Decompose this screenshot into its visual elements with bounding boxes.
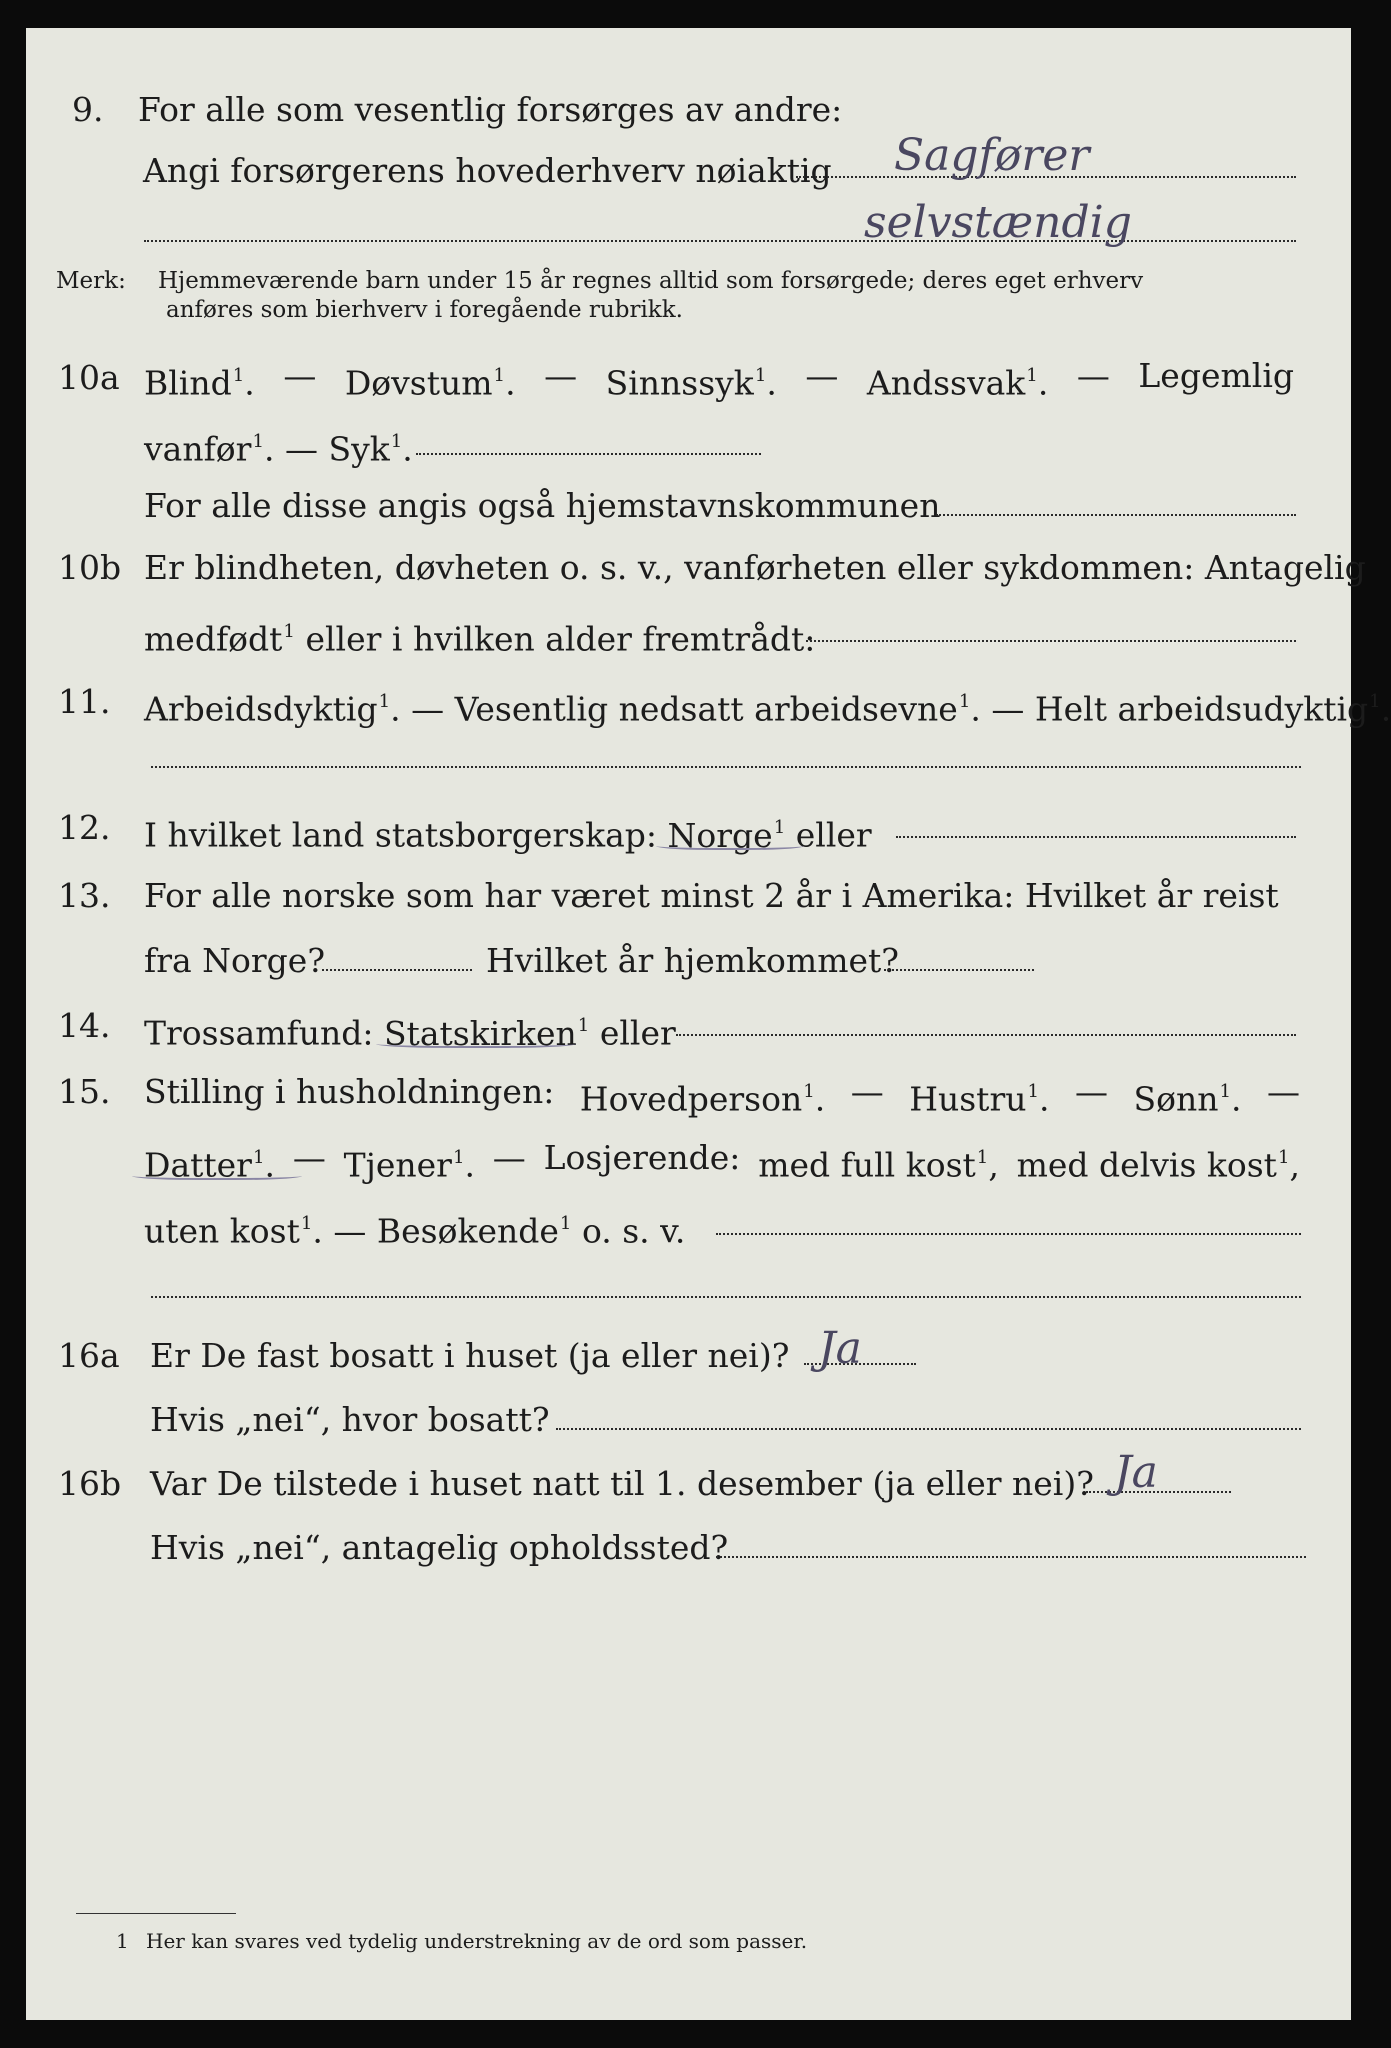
q15-line2: Datter$^1$. — Tjener$^1$. — Losjerende: med full kost$^1$, med delvis kost$^1$, bbox=[144, 1138, 1300, 1185]
q15-line1: Stilling i husholdningen: Hovedperson$^1$. — Hustru$^1$. — Sønn$^1$. — bbox=[144, 1072, 1300, 1119]
q9-line1: For alle som vesentlig forsørges av andre: bbox=[138, 90, 843, 129]
q11-line1: Arbeidsdyktig$^1$. — Vesentlig nedsatt arbeidsevne$^1$. — Helt arbeidsudyktig$^1$. bbox=[144, 689, 1391, 729]
q10b-answer-line bbox=[806, 640, 1296, 642]
q15-line3: uten kost$^1$. — Besøkende$^1$ o. s. v. bbox=[144, 1211, 686, 1251]
q9-line2: Angi forsørgerens hovederhverv nøiaktig bbox=[143, 151, 832, 190]
q15-number: 15. bbox=[58, 1072, 111, 1111]
q10b-number: 10b bbox=[58, 548, 122, 587]
q9-handwritten-answer2: selvstændig bbox=[864, 197, 1132, 248]
q14-statskirken: Statskirken$^1$ bbox=[383, 1013, 590, 1053]
q16a-number: 16a bbox=[58, 1336, 120, 1375]
q14-statskirken-underline bbox=[376, 1038, 576, 1048]
q15-answer-line2 bbox=[151, 1296, 1301, 1298]
q16b-number: 16b bbox=[58, 1464, 122, 1503]
q12-number: 12. bbox=[58, 808, 111, 847]
q13-reist-line bbox=[322, 969, 472, 971]
q10a-legemlig: Legemlig bbox=[1138, 356, 1294, 395]
q10a-blind: Blind$^1$. bbox=[144, 363, 255, 403]
q14-number: 14. bbox=[58, 1006, 111, 1045]
q13-number: 13. bbox=[58, 876, 111, 915]
q10a-answer-line bbox=[416, 453, 761, 455]
q16b-line1: Var De tilstede i huset natt til 1. desember (ja eller nei)? bbox=[150, 1464, 1094, 1503]
q16b-opholdssted-line bbox=[716, 1556, 1306, 1558]
q10a-line1: Blind$^1$. — Døvstum$^1$. — Sinnssyk$^1$. — Andssvak$^1$. — Legemlig bbox=[144, 356, 1294, 403]
q10b-line1: Er blindheten, døvheten o. s. v., vanførheten eller sykdommen: Antagelig bbox=[144, 548, 1366, 587]
merk-line2: anføres som bierhverv i foregående rubrikk. bbox=[166, 297, 683, 323]
q12-norge-underline bbox=[656, 840, 804, 850]
q10a-line2: vanfør$^1$. — Syk$^1$. bbox=[144, 429, 413, 469]
q12-line: I hvilket land statsborgerskap: Norge$^1$ eller bbox=[144, 815, 872, 855]
q11-number: 11. bbox=[58, 682, 111, 721]
q16a-handwritten-answer: Ja bbox=[818, 1323, 862, 1374]
q16a-line2: Hvis „nei“, hvor bosatt? bbox=[150, 1400, 550, 1439]
q14-answer-line bbox=[676, 1034, 1296, 1036]
q9-number: 9. bbox=[72, 90, 104, 129]
q12-norge: Norge$^1$ bbox=[667, 815, 786, 855]
q11-answer-line bbox=[151, 766, 1301, 768]
q13-fra-norge: fra Norge? bbox=[144, 941, 326, 980]
q16b-answer-line bbox=[1086, 1491, 1231, 1493]
q10a-andssvak: Andssvak$^1$. bbox=[866, 363, 1049, 403]
merk-label: Merk: bbox=[56, 268, 126, 294]
q15-answer-line bbox=[716, 1233, 1301, 1235]
q16a-line1: Er De fast bosatt i huset (ja eller nei)? bbox=[150, 1336, 790, 1375]
footnote-text: Her kan svares ved tydelig understrekning av de ord som passer. bbox=[146, 1929, 808, 1953]
q10a-line3: For alle disse angis også hjemstavnskommunen bbox=[144, 486, 941, 525]
q9-handwritten-answer1: Sagfører bbox=[894, 130, 1090, 181]
q10b-line2: medfødt$^1$ eller i hvilken alder fremtrådt: bbox=[144, 619, 816, 659]
census-form-page bbox=[26, 28, 1391, 2020]
q13-hjemkommet: Hvilket år hjemkommet? bbox=[486, 941, 899, 980]
footnote-rule bbox=[76, 1913, 236, 1914]
q12-answer-line bbox=[896, 836, 1296, 838]
q16b-handwritten-answer: Ja bbox=[1114, 1447, 1158, 1498]
footnote-mark: 1 bbox=[116, 1929, 129, 1953]
q13-line1: For alle norske som har været minst 2 år i Amerika: Hvilket år reist bbox=[144, 876, 1279, 915]
q13-hjemkommet-line bbox=[884, 969, 1034, 971]
q10a-dovstum: Døvstum$^1$. bbox=[344, 363, 516, 403]
q10a-number: 10a bbox=[58, 358, 120, 397]
q14-line: Trossamfund: Statskirken$^1$ eller bbox=[144, 1013, 676, 1053]
q16b-line2: Hvis „nei“, antagelig opholdssted? bbox=[150, 1528, 729, 1567]
q16a-bosatt-line bbox=[556, 1428, 1301, 1430]
q15-datter-underline bbox=[132, 1170, 302, 1180]
merk-line1: Hjemmeværende barn under 15 år regnes alltid som forsørgede; deres eget erhverv bbox=[158, 268, 1144, 294]
q10a-sinnssyk: Sinnssyk$^1$. bbox=[605, 363, 777, 403]
q15-datter: Datter$^1$. bbox=[144, 1145, 276, 1185]
q10a-hjemstavn-line bbox=[936, 514, 1296, 516]
